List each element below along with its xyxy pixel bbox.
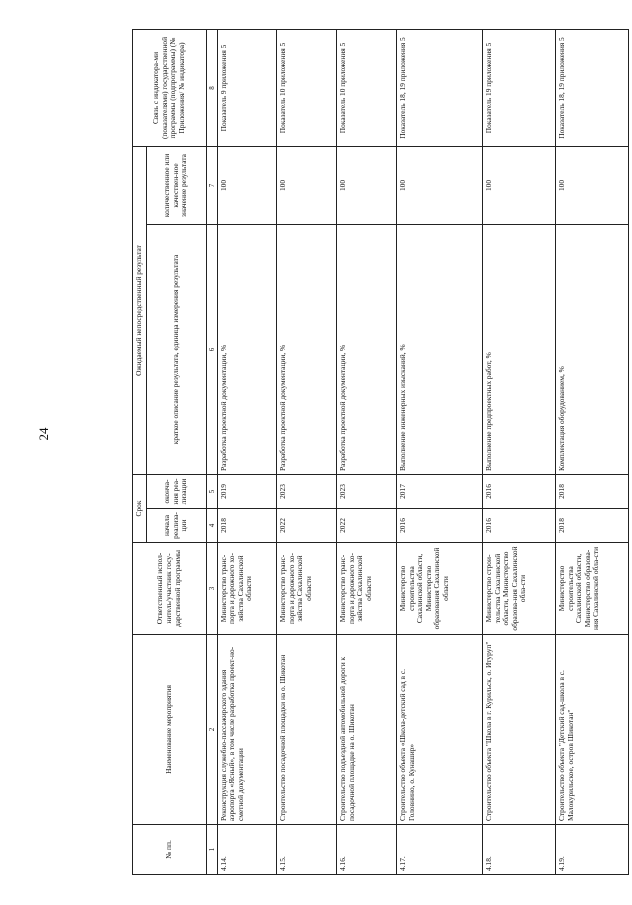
column-number: 8 (206, 29, 217, 146)
measure-name: Строительство посадочной площадки на о. Шикотан (277, 635, 337, 825)
end-year: 2019 (217, 474, 277, 508)
header-start: начала реализа-ции (146, 509, 206, 543)
indicator-link: Показатель 19 приложения 5 (483, 29, 556, 146)
indicator-link: Показатель 18, 19 приложения 5 (397, 29, 483, 146)
result-value: 100 (337, 146, 397, 224)
start-year: 2016 (483, 509, 556, 543)
result-description: Разработка проектной документации, % (217, 224, 277, 474)
result-value: 100 (217, 146, 277, 224)
column-number: 7 (206, 146, 217, 224)
result-value: 100 (556, 146, 629, 224)
row-number: 4.14. (217, 825, 277, 875)
result-description: Разработка проектной документации, % (337, 224, 397, 474)
indicator-link: Показатель 10 приложения 5 (277, 29, 337, 146)
table-row (217, 29, 277, 874)
result-description: Выполнение предпроектных работ, % (483, 224, 556, 474)
result-value: 100 (277, 146, 337, 224)
responsible-executor: Министерство строительства Сахалинской области, Министерство образова-ния Сахалинской обла-сти (556, 543, 629, 635)
table-row (556, 29, 629, 874)
end-year: 2023 (277, 474, 337, 508)
end-year: 2016 (483, 474, 556, 508)
measure-name: Строительство объекта "Школа в г. Курильск, о. Итуруп" (483, 635, 556, 825)
header-desc: краткое описание результата, единица измерения результата (146, 224, 206, 474)
column-number: 2 (206, 635, 217, 825)
header-name: Наименование мероприятия (133, 635, 207, 825)
header-no: № пп. (133, 825, 207, 875)
responsible-executor: Министерство строительства Сахалинской области, Министерство образования Сахалинской области (397, 543, 483, 635)
rotated-table-wrapper (132, 30, 629, 875)
start-year: 2022 (277, 509, 337, 543)
row-number: 4.17. (397, 825, 483, 875)
responsible-executor: Министерство транс-порта и дорожного хо-зяйства Сахалинской области (277, 543, 337, 635)
row-number: 4.18. (483, 825, 556, 875)
end-year: 2017 (397, 474, 483, 508)
column-number: 6 (206, 224, 217, 474)
start-year: 2022 (337, 509, 397, 543)
measure-name: Строительство объекта «Школа-детский сад в с. Головнино, о. Кунашир» (397, 635, 483, 825)
row-number: 4.16. (337, 825, 397, 875)
table-row (337, 29, 397, 874)
responsible-executor: Министерство транс-порта и дорожного хо-зяйства Сахалинской области (217, 543, 277, 635)
result-value: 100 (397, 146, 483, 224)
header-end: оконча-ния реа-лизации (146, 474, 206, 508)
column-number: 5 (206, 474, 217, 508)
header-result: Ожидаемый непосредственный результат (133, 146, 147, 474)
measure-name: Строительство объекта "Детский сад-школа в с. Малокурильское, остров Шикотан" (556, 635, 629, 825)
header-term: Срок (133, 474, 147, 542)
responsible-executor: Министерство строи-тельства Сахалинской области, Министерство образова-ния Сахалинской обла-сти (483, 543, 556, 635)
measure-name: Реконструкция служебно-пассажирского здания аэропорта «Ясный», в том числе разработка проект-но-сметной документации (217, 635, 277, 825)
column-number: 1 (206, 825, 217, 875)
column-number: 4 (206, 509, 217, 543)
start-year: 2016 (397, 509, 483, 543)
responsible-executor: Министерство транс-порта и дорожного хо-зяйства Сахалинской области (337, 543, 397, 635)
header-responsible: Ответственный испол-нитель/участник госу-дарственной программы (133, 543, 207, 635)
result-value: 100 (483, 146, 556, 224)
indicator-link: Показатель 9 приложения 5 (217, 29, 277, 146)
start-year: 2018 (556, 509, 629, 543)
result-description: Разработка проектной документации, % (277, 224, 337, 474)
table-row (397, 29, 483, 874)
end-year: 2018 (556, 474, 629, 508)
page-number: 24 (36, 427, 51, 441)
column-number: 3 (206, 543, 217, 635)
indicator-link: Показатель 10 приложения 5 (337, 29, 397, 146)
end-year: 2023 (337, 474, 397, 508)
start-year: 2018 (217, 509, 277, 543)
result-description: Выполнение инженерных изысканий, % (397, 224, 483, 474)
indicator-link: Показатель 18, 19 приложения 5 (556, 29, 629, 146)
row-number: 4.15. (277, 825, 337, 875)
header-link: Связь с индикатора-ми (показателями) государственной программы (подпрограммы) (№ Приложения/ № индикатора) (133, 29, 207, 146)
result-description: Комплектация оборудованием, % (556, 224, 629, 474)
measure-name: Строительство подъездной автомобильной дороги к посадочной площадке на о. Шикотан (337, 635, 397, 825)
table-row (277, 29, 337, 874)
row-number: 4.19. (556, 825, 629, 875)
measures-table (132, 29, 629, 875)
table-row (483, 29, 556, 874)
header-value: количественное или качествен-ное значение результата (146, 146, 206, 224)
